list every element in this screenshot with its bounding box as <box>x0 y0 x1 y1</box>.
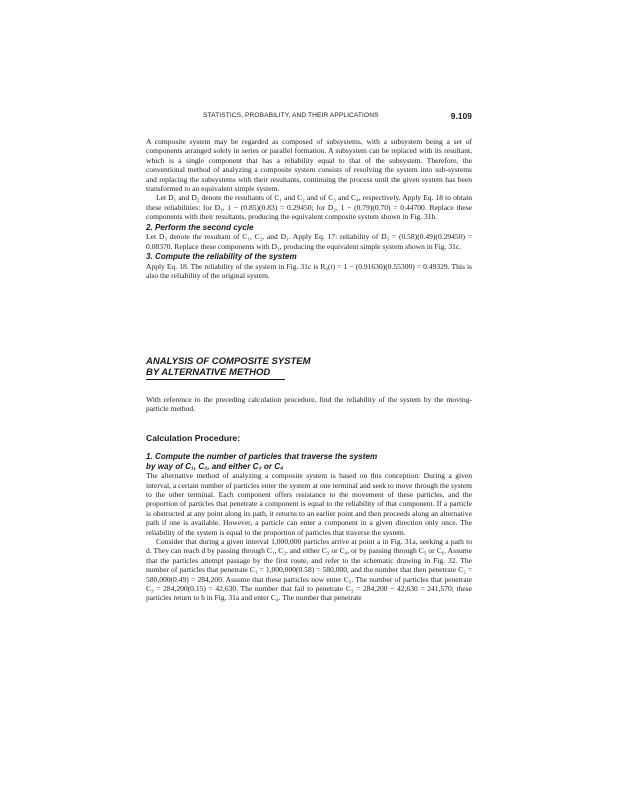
step-2-heading: 2. Perform the second cycle <box>146 222 254 232</box>
paragraph-composite-system: A composite system may be regarded as composed of subsystems, with a subsystem being a set of components arranged solely in series or parallel formation. A subsystem can be replaced with its resultant, which is a single component that has a reliability equal to that of the subsystem. Therefore, the conventional method of analyzing a composite system consists of resolving the system into sub-systems and replacing the subsystems with their resultants, continuing the process until the given system has been transformed to an equivalent simple system. <box>146 137 472 194</box>
page-number: 9.109 <box>450 111 472 121</box>
paragraph-first-cycle-resultants: Let D₁ and D₂ denote the resultants of C₁ and C₂ and of C₃ and C₄, respectively. Apply Eq. 18 to obtain these reliabilities: for D₁, 1 − (0.85)(0.83) = 0.29450; for D₂, 1 − (0.79)(0.70) = 0.44700. Replace these components with their resultants, producing the equivalent composite system shown in Fig. 31b. <box>146 193 472 222</box>
section-heading-line-2: BY ALTERNATIVE METHOD <box>146 367 271 378</box>
step-1-paragraph: The alternative method of analyzing a composite system is based on this conception: During a given interval, a certain number of particles enter the system at one terminal and seek to move through the system to the other terminal. Each component offers resistance to the movement of these particles, and the proportion of particles that penetrate a component is equal to the reliability of that component. If a particle is obstructed at any point along its path, it returns to an earlier point and then proceeds along an alternative path if one is available. However, a particle can enter a component in a given direction only once. The reliability of the system is equal to the proportion of particles that traverse the system. <box>146 471 472 537</box>
running-header-title: STATISTICS, PROBABILITY, AND THEIR APPLICATIONS <box>203 112 379 119</box>
calculation-procedure-heading: Calculation Procedure: <box>146 433 241 443</box>
section-heading-alternative-method <box>146 356 472 380</box>
step-2-paragraph: Let D₃ denote the resultant of C₁, C₂, and D₁. Apply Eq. 17: reliability of D₃ = (0.58)(0.49)(0.29450) = 0.08370. Replace these components with D₃, producing the equivalent simple system shown in Fig. 31c. <box>146 232 472 251</box>
section-conventional-method <box>146 137 472 280</box>
step-3-heading: 3. Compute the reliability of the system <box>146 252 297 262</box>
step-1-paragraph-continued: Consider that during a given interval 1,000,000 particles arrive at point a in Fig. 31a, seeking a path to d. They can reach d by passing through C₁, C₂, and either C₃ or C₄, or by passing through C₅ or C₆. Assume that the particles attempt passage by the first route, and refer to the schematic drawing in Fig. 32. The number of particles that penetrate C₁ = 1,000,000(0.58) = 580,000, and the number that then penetrate C₂ = 580,000(0.49) = 284,200. Assume that these particles now enter C₃. The number of particles that penetrate C₃ = 284,200(0.15) = 42,630. The number that fail to penetrate C₃ = 284,200 − 42,630 = 241,570; these particles return to b in Fig. 31a and enter C₄. The number that penetrate <box>146 537 472 603</box>
step-1-heading-line-1: 1. Compute the number of particles that traverse the system <box>146 452 378 461</box>
section-heading-line-1: ANALYSIS OF COMPOSITE SYSTEM <box>146 356 311 367</box>
problem-statement: With reference to the preceding calculation procedure, find the reliability of the system by the moving-particle method. <box>146 395 472 414</box>
section-moving-particle-method <box>146 452 472 603</box>
section-heading-rule <box>146 379 285 380</box>
step-3-paragraph: Apply Eq. 18. The reliability of the system in Fig. 31c is R₀(t) = 1 − (0.91630)(0.55300) = 0.49329. This is also the reliability of the original system. <box>146 261 472 281</box>
step-1-heading-line-2: by way of C₁, C₂, and either C₃ or C₄ <box>146 461 284 471</box>
